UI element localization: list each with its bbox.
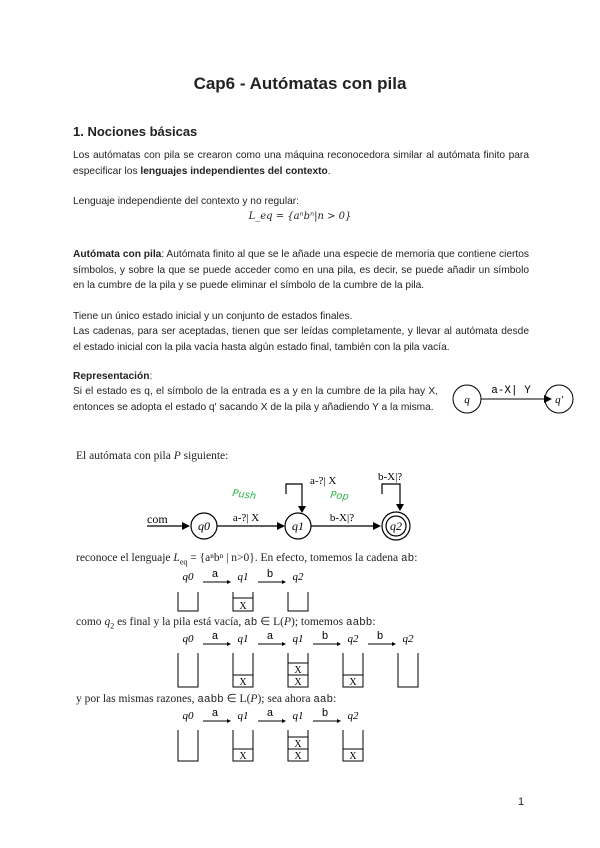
trace1-state-0: q0: [182, 571, 194, 583]
line2-state: q: [104, 616, 111, 628]
trace3-stack-0: [178, 730, 198, 761]
state-q-prime-label: q': [555, 394, 563, 406]
definition-paragraph: [73, 247, 529, 294]
example-intro-pre: El autómata con pila: [76, 450, 174, 462]
line2-pre: como: [76, 616, 105, 628]
trace3-stack-1-item-0: X: [239, 751, 247, 762]
recognizes-end: :: [414, 552, 418, 564]
trace2-stack-0: [178, 653, 198, 687]
trace-aabb: [170, 629, 430, 691]
start-label: com: [147, 512, 168, 526]
loop-q1-label: a-?| X: [310, 475, 337, 487]
start-arrowhead: [182, 522, 190, 530]
recognizes-word: ab: [401, 553, 415, 565]
trace1-stack-1-item: X: [239, 601, 247, 612]
intro-paragraph: [73, 148, 529, 179]
loop-q2-arrowhead: [396, 504, 404, 511]
trace2-symbol-1: a: [266, 631, 274, 643]
trace2-stack-4: [398, 653, 418, 687]
trace3-state-0: q0: [182, 710, 194, 722]
loop-q2: [382, 484, 400, 504]
recognizes-set: = {aⁿbⁿ | n>0}. En efecto, tomemos la cadena: [187, 552, 401, 564]
trace1-arrowhead-1: [282, 580, 286, 584]
transition-q1-q2-label: b-X|?: [329, 512, 355, 524]
line2-in: ∈ L(: [257, 616, 284, 628]
loop-q2-label: b-X|?: [378, 471, 403, 483]
automaton-diagram: [140, 466, 440, 548]
trace3-arrowhead-0: [227, 719, 231, 723]
definition-term: Autómata con pila: [73, 249, 162, 260]
trace2-stack-1-item-0: X: [239, 677, 247, 688]
state-q1-label: q1: [292, 519, 304, 533]
trace2-symbol-2: b: [321, 631, 329, 643]
line3-word2: aab: [313, 694, 334, 706]
trace2-state-1: q1: [237, 633, 249, 645]
trace3-stack-2-item-0: X: [294, 751, 302, 762]
line2-word: ab: [244, 617, 258, 629]
transition-label: a-X| Y: [491, 385, 531, 397]
trace3-state-3: q2: [347, 710, 359, 722]
trace2-state-4: q2: [402, 633, 414, 645]
state-q2-label: q2: [390, 519, 402, 533]
line3-word: aabb: [197, 694, 224, 706]
line2-end: ); tomemos: [291, 616, 346, 628]
representation-text: Si el estado es q, el símbolo de la entrada es a y en la cumbre de la pila hay X, entonces se adopta el estado q' sacando X de la pila y añadiendo Y a la misma.: [73, 386, 438, 413]
trace1-symbol-1: b: [266, 569, 274, 581]
trace3-symbol-2: b: [321, 708, 329, 720]
trace-ab: [170, 567, 320, 615]
state-q-label: q: [464, 394, 470, 406]
trace1-stack-0: [178, 592, 198, 611]
trace2-arrowhead-3: [392, 642, 396, 646]
representation-colon: :: [149, 371, 153, 382]
push-note: Push: [231, 488, 257, 503]
example-intro: [76, 450, 228, 462]
line3: [76, 691, 336, 706]
states-line: Tiene un único estado inicial y un conjunto de estados finales.: [73, 311, 353, 322]
line2-sub: 2: [110, 621, 115, 631]
line2-P: P: [283, 616, 292, 628]
recognizes-line: [76, 552, 417, 566]
arrowhead-q1-q2: [373, 522, 381, 530]
trace2-symbol-3: b: [376, 631, 384, 643]
page-title: Cap6 - Autómatas con pila: [193, 74, 407, 93]
loop-q1-arrowhead: [298, 506, 306, 513]
acceptance-paragraph: Las cadenas, para ser aceptadas, tienen que ser leídas completamente, y llevar al autómata desde el estado inicial con la pila vacía hasta algún estado final, también con la pila vacía.: [73, 326, 529, 353]
line3-in: ∈ L(: [223, 693, 251, 705]
recognizes-pre: reconoce el lenguaje: [76, 552, 174, 564]
transition-q0-q1-label: a-?| X: [232, 512, 260, 524]
recognizes-sub: eq: [179, 557, 188, 567]
representation-title: Representación: [73, 371, 150, 382]
trace3-arrowhead-2: [337, 719, 341, 723]
line2-mid: es final y la pila está vacía,: [114, 616, 245, 628]
loop-q1: [286, 484, 302, 506]
trace2-state-0: q0: [182, 633, 194, 645]
language-intro: Lenguaje independiente del contexto y no regular:: [73, 196, 299, 207]
line3-P: P: [250, 693, 258, 705]
line3-colon: :: [333, 693, 337, 705]
trace3-symbol-1: a: [266, 708, 274, 720]
trace2-state-2: q1: [292, 633, 304, 645]
trace1-state-2: q2: [292, 571, 304, 583]
trace2-arrowhead-1: [282, 642, 286, 646]
definition-text: : Autómata finito al que se le añade una especie de memoria que contiene ciertos símbolos, y sobre la que se puede acceder como en una pila, es decir, se puede añadir un símbolo en la cumbre de la pila y se puede eliminar el símbolo de la cumbre de la pila.: [73, 249, 529, 291]
trace3-symbol-0: a: [211, 708, 219, 720]
trace2-stack-2-item-1: X: [294, 665, 302, 676]
arrowhead-q0-q1: [277, 522, 285, 530]
trace3-arrowhead-1: [282, 719, 286, 723]
trace2-state-3: q2: [347, 633, 359, 645]
trace3-stack-3-item-0: X: [349, 751, 357, 762]
trace3-state-2: q1: [292, 710, 304, 722]
line2-word2: aabb: [345, 617, 373, 629]
line2-colon: :: [372, 616, 376, 628]
trace1-stack-2: [288, 592, 308, 611]
trace2-arrowhead-0: [227, 642, 231, 646]
state-q0-label: q0: [198, 519, 210, 533]
trace2-symbol-0: a: [211, 631, 219, 643]
page-number: 1: [518, 796, 525, 808]
trace2-stack-3-item-0: X: [349, 677, 357, 688]
line3-pre: y por las mismas razones,: [76, 693, 198, 705]
trace1-arrowhead-0: [227, 580, 231, 584]
intro-bold: lenguajes independientes del contexto: [140, 165, 328, 177]
trace-aab: [170, 706, 380, 764]
trace2-stack-2-item-0: X: [294, 677, 302, 688]
line3-end: ); sea ahora: [257, 693, 314, 705]
trace1-symbol-0: a: [211, 569, 219, 581]
example-intro-var: P: [173, 450, 181, 462]
intro-end: .: [327, 165, 331, 177]
line2: [76, 614, 376, 630]
recognizes-lang: L: [173, 552, 180, 564]
example-intro-post: siguiente:: [180, 450, 229, 462]
trace1-state-1: q1: [237, 571, 249, 583]
trace2-arrowhead-2: [337, 642, 341, 646]
trace3-state-1: q1: [237, 710, 249, 722]
pop-note: Pop: [329, 490, 350, 503]
intro-text: Los autómatas con pila se crearon como una máquina reconocedora similar al autómata finito para especificar los: [73, 150, 529, 177]
trace3-stack-2-item-1: X: [294, 739, 302, 750]
formula: L_eq = {aⁿbⁿ|n > 0}: [248, 211, 352, 222]
representation-diagram: [448, 376, 583, 424]
section-heading: 1. Nociones básicas: [73, 124, 198, 139]
